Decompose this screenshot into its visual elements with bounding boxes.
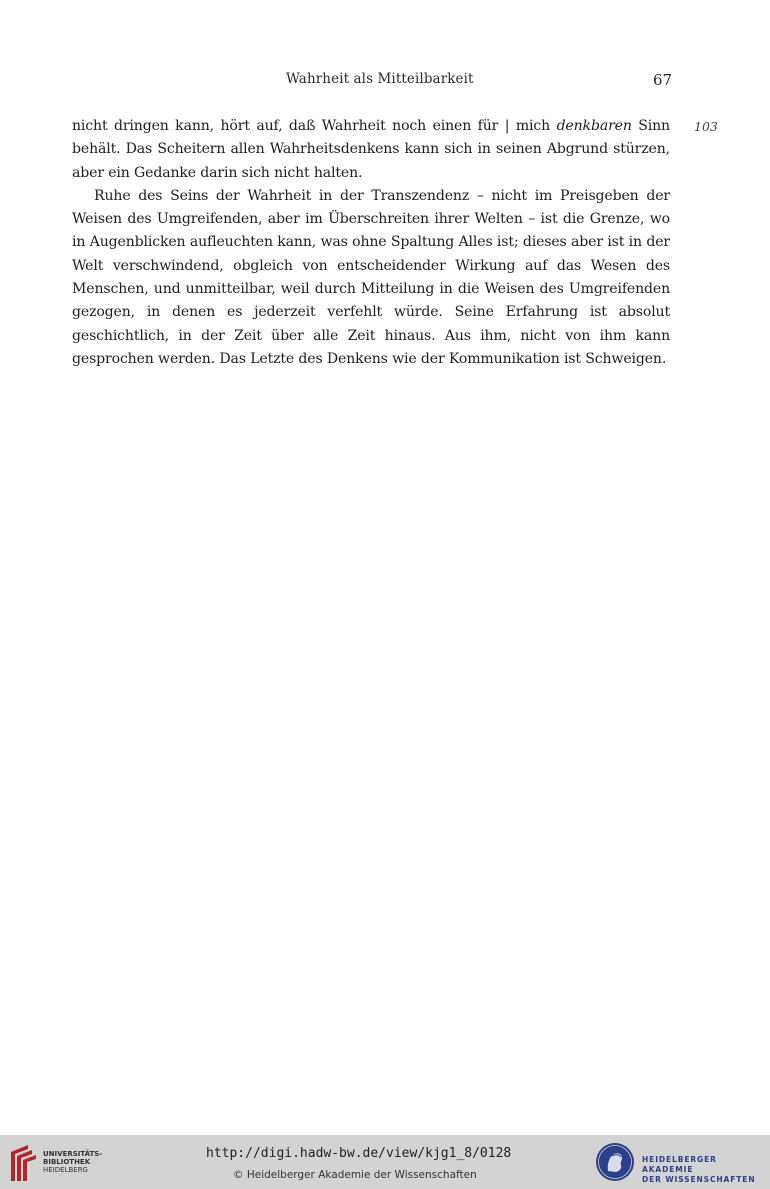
hadw-logo-line-2: DER WISSENSCHAFTEN [642, 1175, 756, 1184]
page-number: 67 [653, 71, 673, 89]
body-text [72, 115, 670, 371]
source-url-link[interactable]: http://digi.hadw-bw.de/view/kjg1_8/0128 [206, 1146, 512, 1161]
hadw-logo[interactable] [594, 1140, 764, 1184]
paragraph-1-text-a: nicht dringen kann, hört auf, daß Wahrheit noch einen für | mich [72, 118, 557, 134]
ub-logo-text [43, 1150, 102, 1174]
running-title: Wahrheit als Mitteilbarkeit [286, 71, 474, 87]
ub-logo-line-1: UNIVERSITÄTS- [43, 1150, 103, 1158]
paragraph-1-text-b: Sinn behält. Das Scheitern allen Wahrheitsdenkens kann sich in seinen Abgrund stürzen, aber ein Gedanke darin sich nicht halten. [72, 118, 670, 181]
hadw-seal-icon [594, 1140, 636, 1184]
ub-logo-line-2: BIBLIOTHEK [43, 1158, 91, 1166]
copyright-notice: © Heidelberger Akademie der Wissenschaften [233, 1169, 477, 1181]
paragraph-1-emphasis: denkbaren [556, 118, 632, 134]
paragraph-1 [72, 115, 670, 185]
hadw-logo-text [642, 1155, 764, 1185]
ub-heidelberg-logo-icon [8, 1143, 38, 1183]
hadw-logo-line-1: HEIDELBERGER AKADEMIE [642, 1155, 717, 1174]
ub-logo-line-3: HEIDELBERG [43, 1166, 88, 1174]
margin-page-reference: 103 [694, 119, 718, 134]
paragraph-2: Ruhe des Seins der Wahrheit in der Transzendenz – nicht im Preisgeben der Weisen des Umgreifenden, aber im Überschreiten ihrer Welten – ist die Grenze, wo in Augenblicken aufleuchten kann, was ohne Spaltung Alles ist; dieses aber ist in der Welt verschwindend, obgleich von entscheidender Wirkung auf das Wesen des Menschen, und unmitteilbar, weil durch Mitteilung in die Weisen des Umgreifenden gezogen, in denen es jederzeit verfehlt würde. Seine Erfahrung ist absolut geschichtlich, in der Zeit über alle Zeit hinaus. Aus ihm, nicht von ihm kann gesprochen werden. Das Letzte des Denkens wie der Kommunikation ist Schweigen. [72, 187, 670, 367]
ub-heidelberg-logo[interactable] [8, 1143, 118, 1183]
footer-bar [0, 1135, 770, 1189]
